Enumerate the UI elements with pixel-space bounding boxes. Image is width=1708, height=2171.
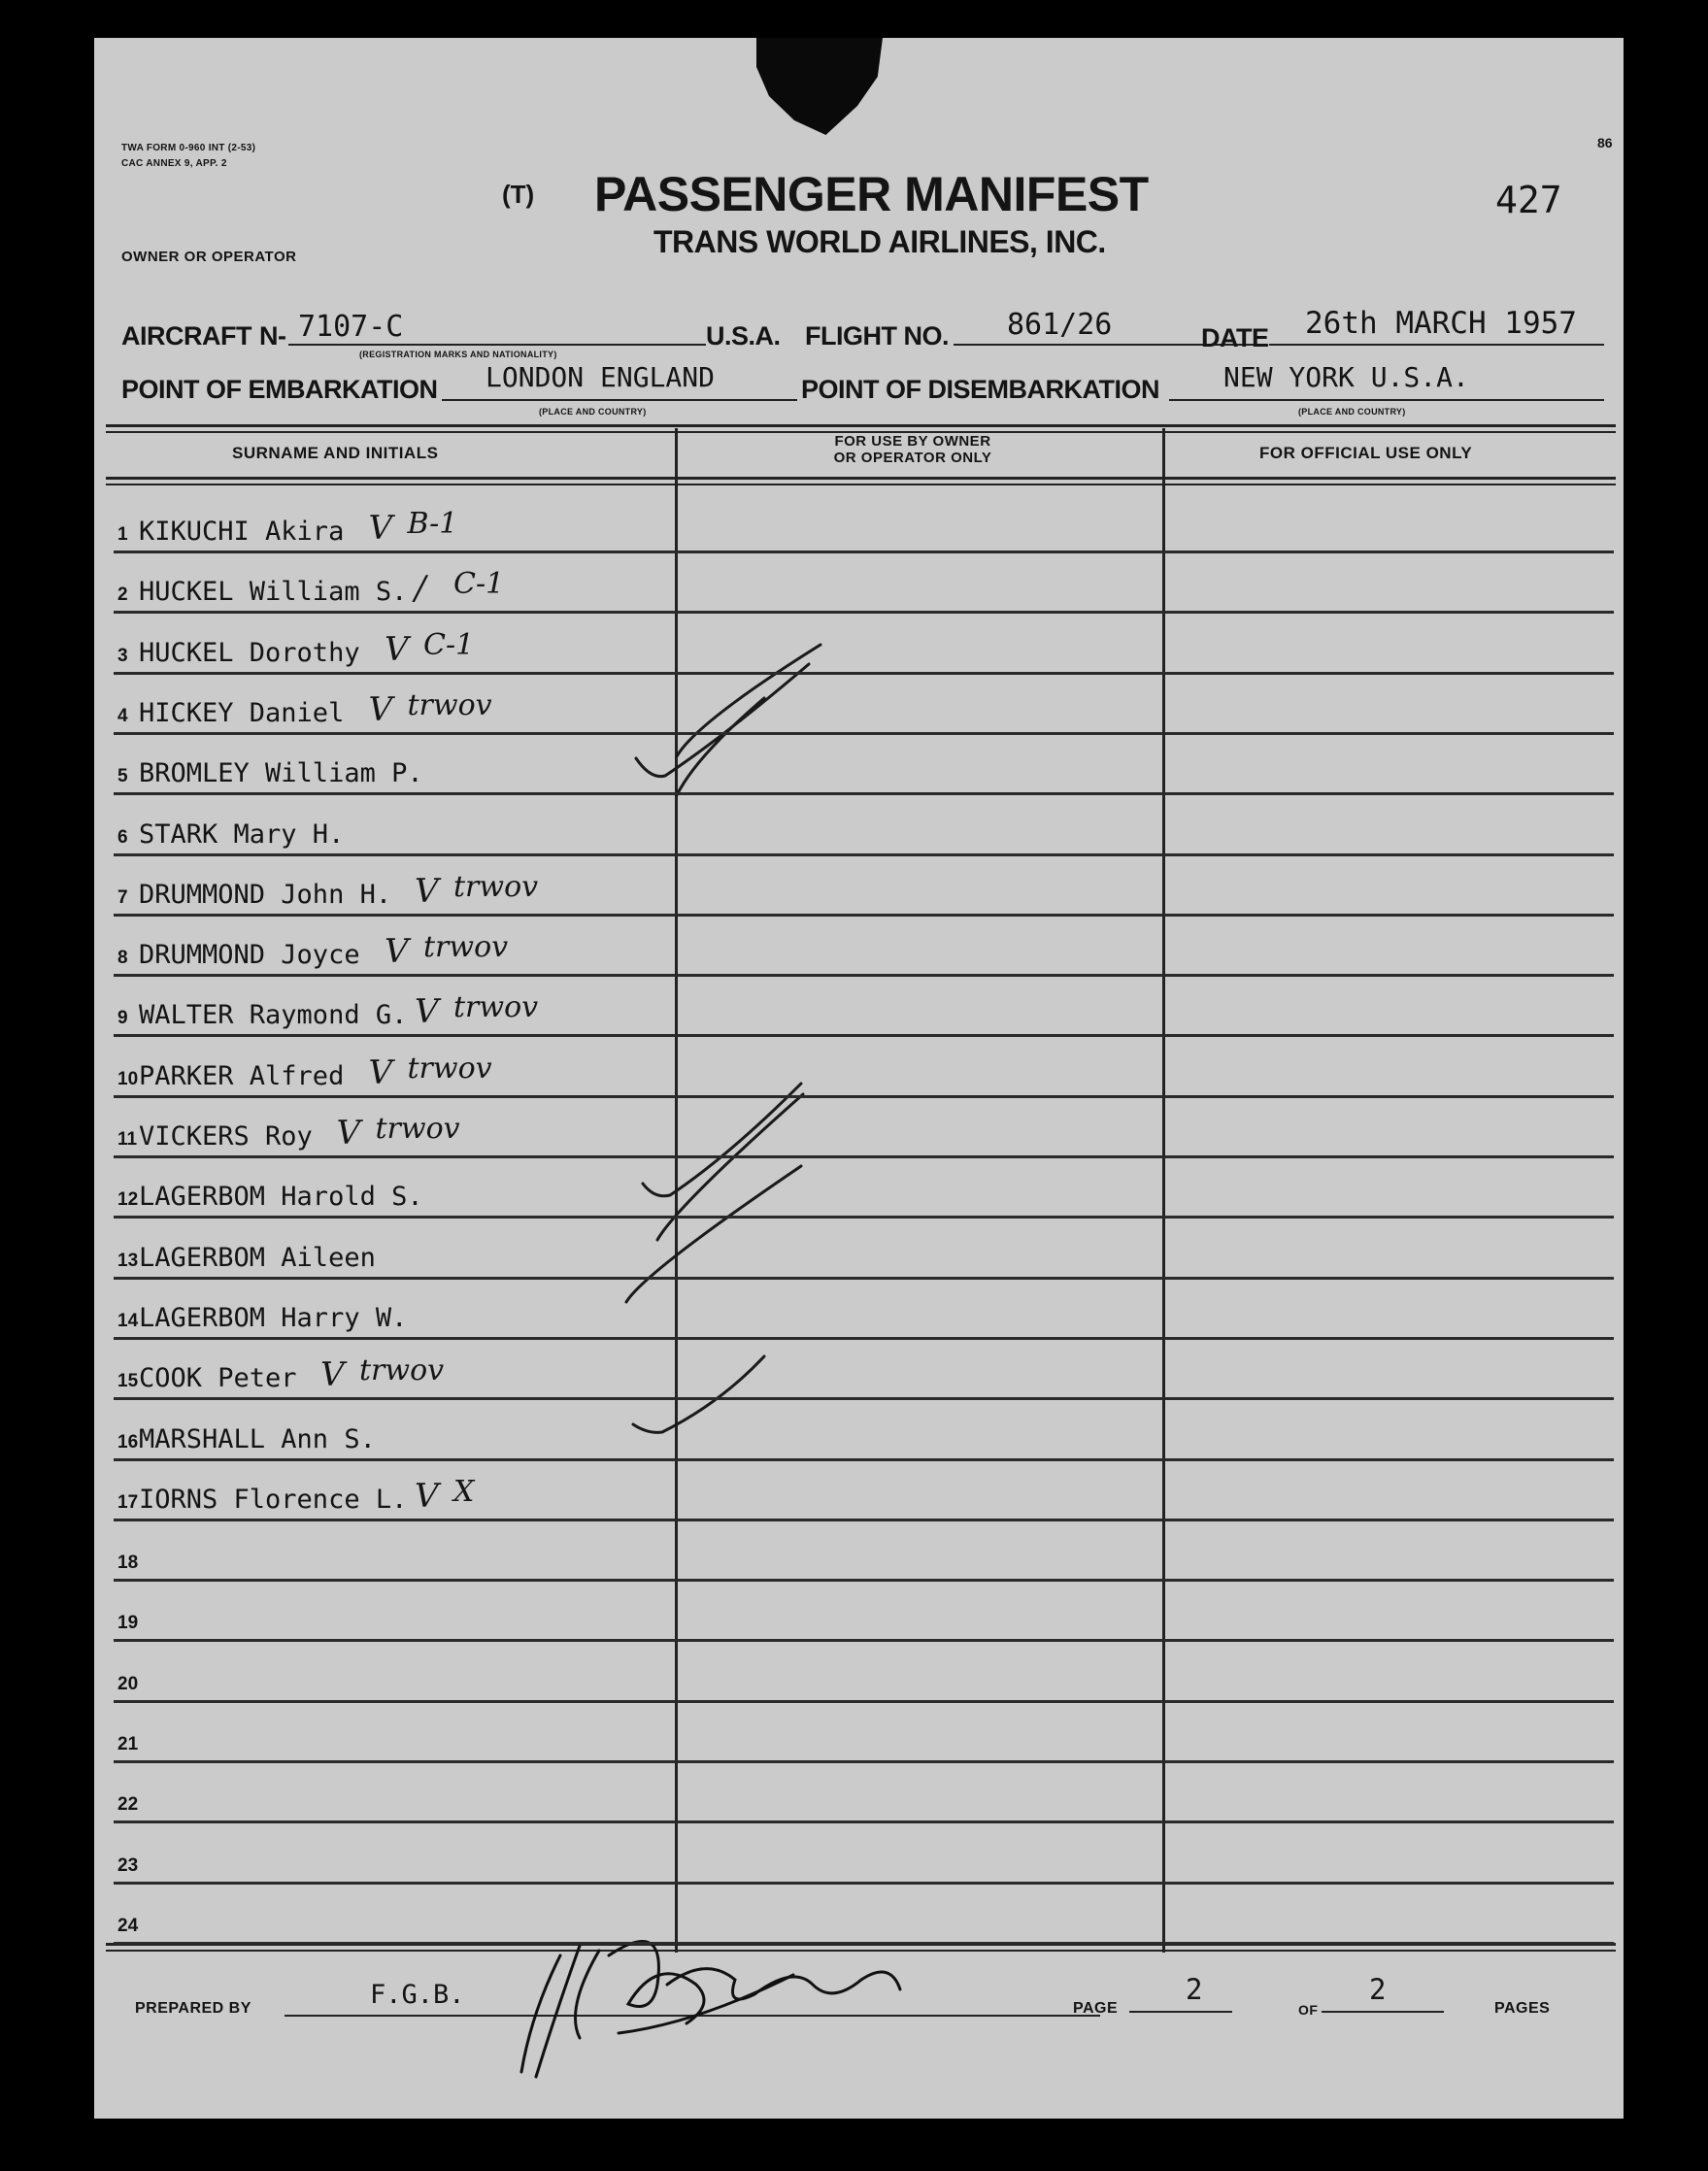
row-rule [114,1820,1614,1823]
row-number: 10 [117,1068,139,1089]
passenger-name: VICKERS Roy [139,1121,313,1152]
check-mark: V [368,509,393,548]
row-rule [114,1519,1614,1521]
row-number: 22 [117,1794,139,1816]
passenger-name: DRUMMOND Joyce [139,940,360,971]
row-number: 2 [117,584,128,606]
row-rule [114,1882,1614,1885]
form-code-1: TWA FORM 0-960 INT (2-53) [121,143,256,153]
passenger-name: HUCKEL Dorothy [139,637,360,668]
row-rule [114,1458,1614,1461]
row-rule [114,1760,1614,1763]
check-mark: V [385,629,409,669]
form-code-2: CAC ANNEX 9, APP. 2 [121,158,227,169]
embark-note: (PLACE AND COUNTRY) [539,407,647,417]
row-number: 5 [117,766,128,787]
check-mark: V [415,871,439,911]
embark-value: LONDON ENGLAND [486,361,716,393]
page-label: PAGE [1073,2000,1119,2017]
handwritten-note: C-1 [453,567,505,602]
disembark-label: POINT OF DISEMBARKATION [801,375,1159,404]
row-number: 7 [117,886,128,908]
aircraft-label: AIRCRAFT [121,321,251,351]
aircraft-value: 7107-C [298,310,404,344]
flight-label-prefix: U.S.A. [706,321,781,351]
row-number: 6 [117,826,128,848]
row-rule [114,1639,1614,1642]
row-number: 12 [117,1189,139,1211]
passenger-name: IORNS Florence L. [139,1484,408,1515]
handwritten-note: trwov [453,990,539,1025]
passenger-name: WALTER Raymond G. [139,1000,408,1031]
row-rule [114,853,1614,856]
check-mark: V [368,1052,393,1092]
row-number: 8 [117,948,128,969]
disembark-value: NEW YORK U.S.A. [1223,361,1469,393]
page-title: PASSENGER MANIFEST [594,167,1149,221]
title-prefix: (T) [502,180,535,209]
passenger-name: LAGERBOM Harold S. [139,1182,423,1213]
handwritten-note: trwov [423,930,509,965]
row-number: 17 [117,1491,139,1513]
row-rule [114,792,1614,795]
row-number: 20 [117,1673,139,1694]
row-number: 21 [117,1734,139,1754]
passenger-name: KIKUCHI Akira [139,517,345,547]
row-number: 11 [117,1129,138,1150]
registration-note: (REGISTRATION MARKS AND NATIONALITY) [359,350,557,359]
row-number: 24 [117,1915,139,1936]
of-value: 2 [1369,1973,1387,2006]
check-mark: V [320,1355,345,1395]
col-owner-header-2: OR OPERATOR ONLY [833,450,992,466]
passenger-name: DRUMMOND John H. [139,879,392,910]
check-mark: V [415,1476,439,1516]
row-rule [114,672,1614,675]
of-label: OF [1298,2002,1319,2018]
row-rule [114,732,1614,735]
check-mark: V [336,1114,361,1152]
row-rule [114,1700,1614,1703]
row-rule [114,1155,1614,1158]
row-number: 16 [117,1431,139,1453]
row-rule [114,1034,1614,1037]
aircraft-prefix: N- [259,321,286,351]
handwritten-note: trwov [375,1112,460,1146]
check-mark: V [385,932,409,972]
col-names-header: SURNAME AND INITIALS [232,444,439,462]
embark-label: POINT OF EMBARKATION [121,375,438,404]
handwritten-note: trwov [453,869,539,904]
owner-label: OWNER OR OPERATOR [121,249,297,265]
row-number: 13 [117,1250,139,1271]
manifest-sheet [94,38,1624,2119]
company-name: TRANS WORLD AIRLINES, INC. [653,224,1106,259]
flight-label: FLIGHT NO. [805,321,949,351]
row-rule [114,1397,1614,1400]
page-stamp: 427 [1495,179,1562,221]
check-mark: V [368,689,393,729]
row-number: 18 [117,1553,139,1574]
handwritten-note: trwov [359,1353,445,1388]
row-rule [114,1277,1614,1280]
handwritten-note: trwov [407,1051,492,1086]
col-owner-header-1: FOR USE BY OWNER [834,433,991,450]
row-number: 4 [117,705,128,726]
passenger-name: HUCKEL William S. [139,577,408,608]
corner-mark: 86 [1597,135,1613,150]
passenger-name: BROMLEY William P. [139,758,423,789]
row-number: 9 [117,1008,128,1029]
handwritten-note: C-1 [423,627,475,662]
prepared-label: PREPARED BY [135,2000,251,2017]
passenger-name: HICKEY Daniel [139,697,345,728]
row-number: 1 [117,524,128,545]
passenger-name: LAGERBOM Aileen [139,1242,376,1273]
passenger-name: PARKER Alfred [139,1060,345,1091]
row-rule [114,1579,1614,1582]
page-value: 2 [1186,1973,1203,2006]
row-rule [114,551,1614,553]
handwritten-note: trwov [407,687,492,722]
row-rule [114,974,1614,977]
passenger-name: LAGERBOM Harry W. [139,1302,408,1333]
row-number: 3 [117,645,128,666]
passenger-name: STARK Mary H. [139,818,345,850]
row-number: 15 [117,1371,139,1392]
row-rule [114,611,1614,614]
row-rule [114,1216,1614,1219]
row-number: 14 [117,1310,139,1331]
date-value: 26th MARCH 1957 [1305,306,1577,341]
check-mark: / [415,569,426,609]
date-label: DATE [1201,323,1269,352]
pages-label: PAGES [1494,2000,1551,2017]
row-number: 19 [117,1613,139,1634]
passenger-name: COOK Peter [139,1363,297,1394]
row-rule [114,1337,1614,1340]
passenger-name: MARSHALL Ann S. [139,1423,376,1454]
handwritten-note: B-1 [407,507,458,541]
flight-value: 861/26 [1007,308,1113,342]
disembark-note: (PLACE AND COUNTRY) [1298,407,1406,417]
row-rule [114,1942,1614,1945]
handwritten-note: X [453,1474,475,1509]
row-rule [114,1095,1614,1098]
prepared-value: F.G.B. [370,1980,465,2010]
check-mark: V [415,992,439,1032]
row-number: 23 [117,1854,139,1876]
col-official-header: FOR OFFICIAL USE ONLY [1259,444,1473,462]
row-rule [114,914,1614,917]
